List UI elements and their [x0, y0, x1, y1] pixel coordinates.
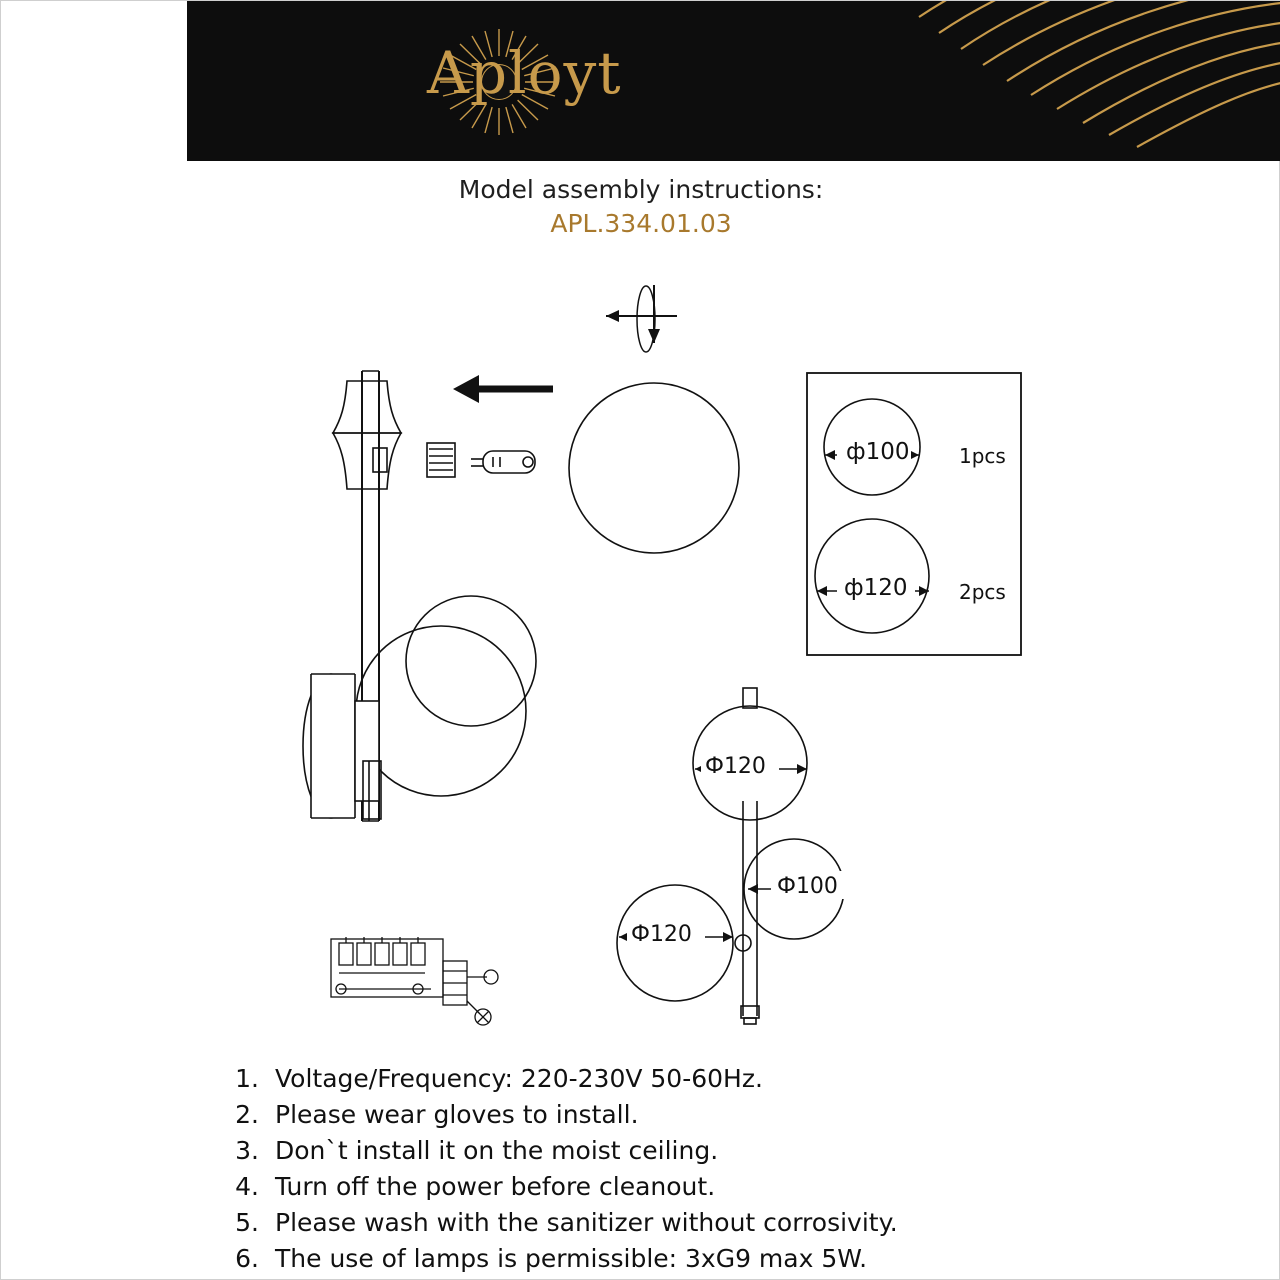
note-number: 4. [235, 1172, 259, 1201]
part-2-qty: 2pcs [959, 580, 1006, 604]
note-number: 1. [235, 1064, 259, 1093]
list-item [229, 1061, 1229, 1097]
note-text: Please wear gloves to install. [275, 1100, 639, 1129]
title-text: Model assembly instructions: [458, 175, 824, 204]
note-text: The use of lamps is permissible: 3xG9 max 5W. [275, 1244, 868, 1273]
rotate-arrow-icon [606, 285, 677, 352]
fan-rays-icon [761, 1, 1280, 161]
note-text: Don`t install it on the moist ceiling. [275, 1136, 719, 1165]
g9-lamp-icon [471, 451, 535, 473]
part-1-qty: 1pcs [959, 444, 1006, 468]
part-1-label: ф100 [846, 439, 910, 465]
list-item [229, 1097, 1229, 1133]
part-2-label: ф120 [844, 575, 908, 601]
assembly-dim-3: Ф120 [631, 922, 692, 947]
note-text: Turn off the power before cleanout. [275, 1172, 716, 1201]
safety-notes-list [229, 1061, 1229, 1277]
note-text: Voltage/Frequency: 220-230V 50-60Hz. [275, 1064, 763, 1093]
assembly-diagram [1, 261, 1280, 1051]
list-item [229, 1169, 1229, 1205]
list-item [229, 1241, 1229, 1277]
note-number: 3. [235, 1136, 259, 1165]
note-number: 2. [235, 1100, 259, 1129]
assembly-dim-1: Ф120 [705, 754, 766, 779]
list-item [229, 1133, 1229, 1169]
terminal-block-icon [331, 937, 498, 1025]
brand-name: Aployt [427, 39, 622, 107]
note-number: 5. [235, 1208, 259, 1237]
model-code: APL.334.01.03 [550, 209, 732, 238]
left-arrow-icon [453, 375, 553, 403]
page-title [1, 173, 1280, 241]
brand-header [187, 1, 1280, 161]
note-number: 6. [235, 1244, 259, 1273]
assembly-dim-2: Ф100 [777, 874, 838, 899]
list-item [229, 1205, 1229, 1241]
note-text: Please wash with the sanitizer without corrosivity. [275, 1208, 898, 1237]
